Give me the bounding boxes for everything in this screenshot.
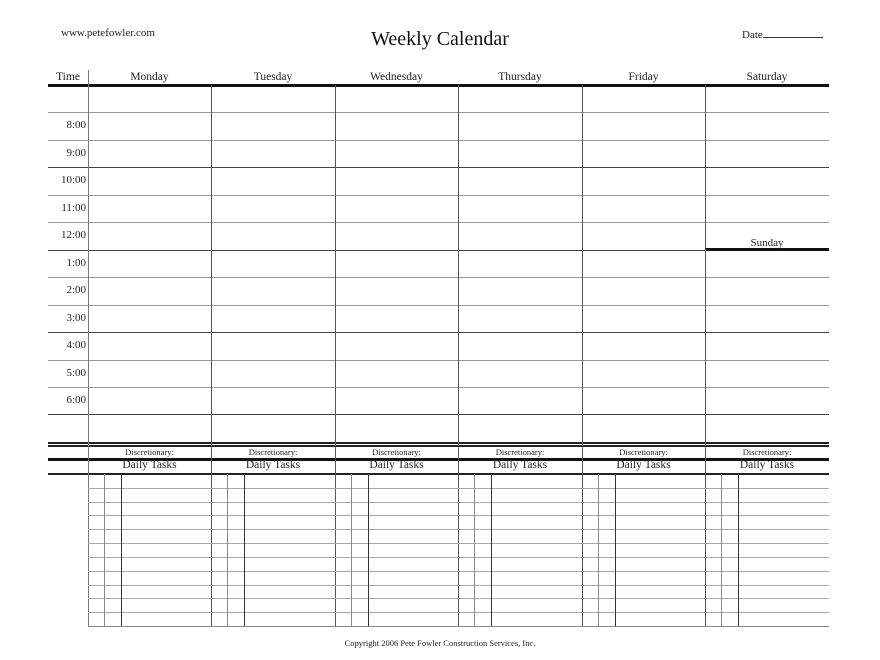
time-row-line bbox=[48, 305, 829, 306]
time-slot-label: 3:00 bbox=[66, 312, 86, 324]
task-column-divider bbox=[738, 474, 739, 626]
time-row-line bbox=[48, 222, 829, 223]
time-slot-label: 10:00 bbox=[60, 174, 86, 186]
time-slot-label: 6:00 bbox=[66, 394, 86, 406]
time-row-line bbox=[48, 112, 829, 113]
time-row-line bbox=[48, 167, 829, 168]
discretionary-label: Discretionary: bbox=[495, 447, 545, 457]
time-row-line bbox=[48, 277, 829, 278]
checkbox-column-divider bbox=[721, 474, 722, 626]
task-row-line bbox=[88, 598, 829, 599]
date-field bbox=[742, 27, 823, 41]
daily-tasks-label: Daily Tasks bbox=[616, 459, 671, 471]
day-header-thursday: Thursday bbox=[498, 71, 542, 83]
day-header-friday: Friday bbox=[628, 71, 659, 83]
task-column-divider bbox=[121, 474, 122, 626]
discretionary-label: Discretionary: bbox=[619, 447, 668, 457]
time-slot-label: 12:00 bbox=[60, 229, 86, 241]
daily-tasks-label: Daily Tasks bbox=[492, 459, 548, 471]
daily-tasks-label: Daily Tasks bbox=[739, 459, 795, 471]
discretionary-label: Discretionary: bbox=[248, 447, 298, 457]
discretionary-label: Discretionary: bbox=[742, 447, 792, 457]
task-column-divider bbox=[491, 474, 492, 626]
task-row-line bbox=[88, 571, 829, 572]
checkbox-column-divider bbox=[227, 474, 228, 626]
day-column-divider bbox=[705, 85, 706, 442]
time-row-line bbox=[48, 140, 829, 141]
task-row-line bbox=[88, 612, 829, 613]
day-column-divider bbox=[458, 85, 459, 442]
time-slot-label: 8:00 bbox=[66, 119, 86, 131]
time-slot-label: 4:00 bbox=[66, 339, 86, 351]
task-column-divider bbox=[368, 474, 369, 626]
task-row-line bbox=[88, 515, 829, 516]
task-row-line bbox=[88, 557, 829, 558]
time-slot-label: 5:00 bbox=[66, 367, 86, 379]
daily-tasks-label: Daily Tasks bbox=[369, 459, 424, 471]
checkbox-column-divider bbox=[474, 474, 475, 626]
task-row-line bbox=[88, 585, 829, 586]
checkbox-column-divider bbox=[351, 474, 352, 626]
time-row-line bbox=[48, 414, 829, 415]
day-header-saturday: Saturday bbox=[746, 71, 788, 83]
time-row-line bbox=[48, 332, 829, 333]
time-slot-label: 1:00 bbox=[66, 257, 86, 269]
task-row-line bbox=[88, 543, 829, 544]
task-column-divider bbox=[244, 474, 245, 626]
header-rule bbox=[48, 84, 829, 87]
time-column-header: Time bbox=[56, 71, 80, 83]
time-row-line bbox=[48, 360, 829, 361]
day-column-divider bbox=[211, 85, 212, 442]
checkbox-column-divider bbox=[104, 474, 105, 626]
time-row-line bbox=[48, 387, 829, 388]
time-slot-label: 2:00 bbox=[66, 284, 86, 296]
day-column-divider bbox=[582, 85, 583, 442]
task-row-line bbox=[88, 626, 829, 627]
daily-tasks-rule bbox=[48, 473, 829, 475]
daily-tasks-label: Daily Tasks bbox=[122, 459, 177, 471]
day-column-divider bbox=[335, 85, 336, 442]
section-rule bbox=[48, 442, 829, 444]
task-row-line bbox=[88, 502, 829, 503]
daily-tasks-label: Daily Tasks bbox=[245, 459, 301, 471]
task-row-line bbox=[88, 488, 829, 489]
date-label: Date bbox=[742, 29, 763, 41]
copyright-text: Copyright 2006 Pete Fowler Construction Services, Inc. bbox=[344, 638, 536, 648]
website-label: www.petefowler.com bbox=[61, 27, 155, 39]
time-row-line bbox=[48, 250, 705, 251]
day-header-wednesday: Wednesday bbox=[370, 71, 423, 83]
page-title: Weekly Calendar bbox=[371, 28, 509, 50]
day-header-tuesday: Tuesday bbox=[253, 71, 293, 83]
discretionary-label: Discretionary: bbox=[125, 447, 174, 457]
discretionary-label: Discretionary: bbox=[372, 447, 421, 457]
time-row-line bbox=[48, 195, 829, 196]
date-blank-line bbox=[763, 27, 823, 38]
sunday-label: Sunday bbox=[750, 237, 784, 249]
time-slot-label: 9:00 bbox=[66, 147, 86, 159]
task-row-line bbox=[88, 529, 829, 530]
checkbox-column-divider bbox=[598, 474, 599, 626]
time-slot-label: 11:00 bbox=[61, 202, 86, 214]
day-header-monday: Monday bbox=[130, 71, 169, 83]
time-column-divider bbox=[88, 70, 89, 442]
task-column-divider bbox=[615, 474, 616, 626]
